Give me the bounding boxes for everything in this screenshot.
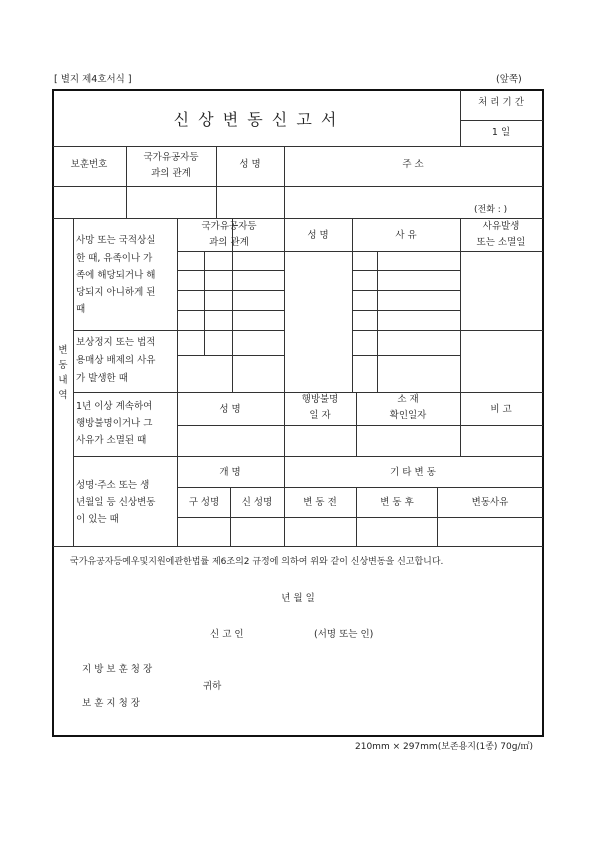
form-number: [ 별지 제4호서식 ]: [54, 74, 132, 85]
side-label-4: 역: [58, 390, 68, 401]
declaration-text: 국가유공자등예우및지원에관한법률 제6조의2 규정에 의하여 위와 같이 신상변동을 신고합니다.: [70, 557, 444, 567]
page-side-label: (앞쪽): [496, 74, 522, 85]
old-name-header: 구 성명: [188, 497, 220, 508]
section-c-missing-line2: 일 자: [309, 410, 331, 421]
section-c-desc-2: 행방불명이거나 그: [76, 418, 153, 429]
section-a-desc-1: 사망 또는 국적상실: [76, 235, 156, 246]
before-change-header: 변 동 전: [303, 497, 337, 508]
phone-field: (전화 : ): [474, 205, 508, 215]
name-header: 성 명: [239, 159, 261, 170]
other-change-header: 기 타 변 동: [390, 467, 436, 478]
reg-no-header: 보훈번호: [70, 159, 108, 170]
section-d-desc-2: 년월일 등 신상변동: [76, 497, 156, 508]
paper-spec: 210mm × 297mm(보존용지(1종) 70g/㎡): [355, 742, 533, 752]
section-d-desc-1: 성명·주소 또는 생: [76, 480, 150, 491]
relation-header-line1: 국가유공자등: [143, 152, 199, 163]
section-c-confirm-line2: 확인일자: [389, 410, 427, 421]
honorific: 귀하: [203, 681, 222, 692]
section-c-name-header: 성 명: [219, 404, 241, 415]
recipient-regional: 지 방 보 훈 청 장: [82, 664, 153, 675]
section-a-desc-4: 당되지 아니하게 된: [76, 287, 156, 298]
recipient-branch: 보 훈 지 청 장: [82, 698, 140, 709]
relation-header-line2: 과의 관계: [151, 168, 191, 179]
change-reason-header: 변동사유: [471, 497, 509, 508]
form-title: 신 상 변 동 신 고 서: [173, 110, 339, 129]
section-d-desc-3: 이 있는 때: [76, 514, 119, 525]
section-c-missing-line1: 행방불명: [301, 394, 339, 405]
side-label-1: 변: [58, 345, 68, 356]
section-c-desc-3: 사유가 소멸된 때: [76, 435, 147, 446]
section-c-confirm-line1: 소 재: [397, 394, 419, 405]
date-line: 년 월 일: [281, 593, 315, 604]
new-name-header: 신 성명: [241, 497, 273, 508]
side-label-3: 내: [58, 375, 68, 386]
section-a-date-line2: 또는 소멸일: [476, 237, 526, 248]
section-b-desc-1: 보상정지 또는 법적: [76, 337, 156, 348]
processing-period-value: 1 일: [491, 127, 511, 138]
rename-header: 개 명: [219, 467, 241, 478]
section-c-note-header: 비 고: [490, 404, 512, 415]
section-a-desc-5: 때: [76, 304, 86, 315]
section-b-desc-3: 가 발생한 때: [76, 373, 128, 384]
processing-period-label: 처 리 기 간: [478, 97, 524, 108]
section-a-name-header: 성 명: [307, 230, 329, 241]
section-a-relation-line2: 과의 관계: [209, 237, 249, 248]
address-header: 주 소: [402, 159, 424, 170]
section-a-desc-2: 한 때, 유족이나 가: [76, 253, 153, 264]
section-a-relation-line1: 국가유공자등: [201, 221, 257, 232]
section-c-desc-1: 1년 이상 계속하여: [76, 401, 153, 412]
section-a-desc-3: 족에 해당되거나 해: [76, 270, 156, 281]
after-change-header: 변 동 후: [380, 497, 414, 508]
section-b-desc-2: 용매상 배제의 사유: [76, 355, 156, 366]
side-label-2: 동: [58, 360, 68, 371]
section-a-reason-header: 사 유: [395, 230, 417, 241]
section-a-date-line1: 사유발생: [482, 221, 520, 232]
reporter-label: 신 고 인: [210, 629, 244, 640]
signature-label: (서명 또는 인): [314, 629, 374, 640]
